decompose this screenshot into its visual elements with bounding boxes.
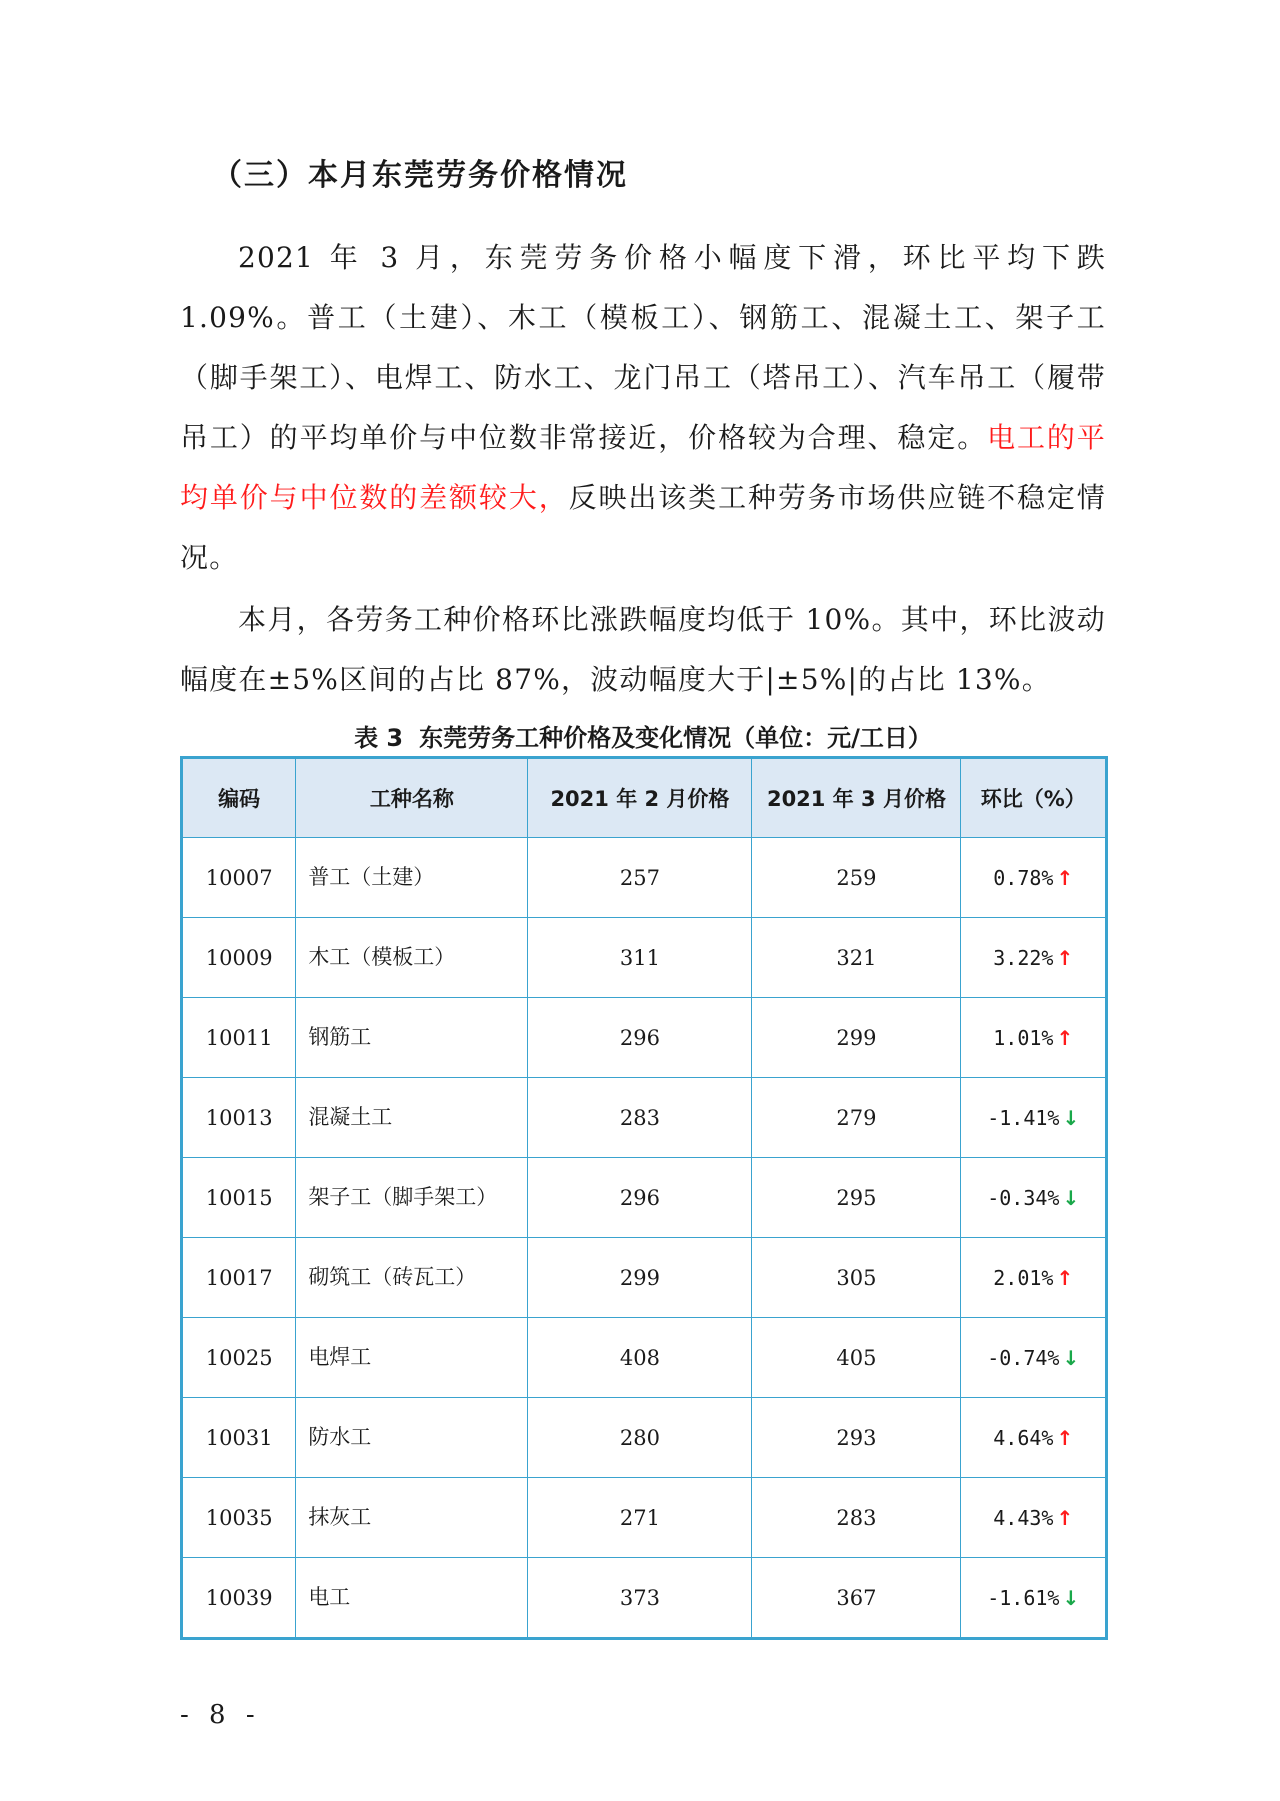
- cell-name: 砌筑工（砖瓦工）: [296, 1238, 528, 1318]
- cell-mar-price: 299: [752, 998, 961, 1078]
- table-row: [182, 1158, 1107, 1238]
- arrow-down-icon: ↓: [1062, 1585, 1080, 1610]
- cell-name: 架子工（脚手架工）: [296, 1158, 528, 1238]
- cell-code: 10031: [182, 1398, 296, 1478]
- cell-change: [961, 1158, 1107, 1238]
- cell-change: [961, 1398, 1107, 1478]
- cell-mar-price: 305: [752, 1238, 961, 1318]
- arrow-up-icon: ↑: [1056, 1425, 1074, 1450]
- cell-feb-price: 408: [528, 1318, 752, 1398]
- cell-mar-price: 295: [752, 1158, 961, 1238]
- change-value: -1.61%: [987, 1585, 1060, 1610]
- cell-mar-price: 293: [752, 1398, 961, 1478]
- arrow-up-icon: ↑: [1056, 945, 1074, 970]
- table-row: [182, 1558, 1107, 1639]
- cell-code: 10025: [182, 1318, 296, 1398]
- cell-code: 10007: [182, 838, 296, 918]
- cell-name: 电工: [296, 1558, 528, 1639]
- arrow-up-icon: ↑: [1056, 865, 1074, 890]
- summary-paragraph: [180, 228, 1106, 588]
- cell-mar-price: 367: [752, 1558, 961, 1639]
- table-row: [182, 1478, 1107, 1558]
- change-value: 4.64%: [993, 1425, 1054, 1450]
- highlighted-text: 电工的平均单价与中位数的差额较大，: [180, 421, 1106, 514]
- price-table: [180, 756, 1108, 1640]
- cell-code: 10013: [182, 1078, 296, 1158]
- change-value: -0.34%: [987, 1185, 1060, 1210]
- table-row: [182, 1398, 1107, 1478]
- summary-text-end: 反映出该类工种劳务市场供应链不稳定情况。: [180, 481, 1106, 574]
- cell-feb-price: 373: [528, 1558, 752, 1639]
- header-name: 工种名称: [296, 758, 528, 838]
- table-caption: [180, 718, 1106, 753]
- cell-name: 抹灰工: [296, 1478, 528, 1558]
- arrow-up-icon: ↑: [1056, 1505, 1074, 1530]
- header-code: 编码: [182, 758, 296, 838]
- arrow-up-icon: ↑: [1056, 1025, 1074, 1050]
- cell-code: 10017: [182, 1238, 296, 1318]
- page-number: - 8 -: [180, 1700, 261, 1730]
- cell-change: [961, 918, 1107, 998]
- cell-code: 10035: [182, 1478, 296, 1558]
- change-value: 1.01%: [993, 1025, 1054, 1050]
- cell-name: 防水工: [296, 1398, 528, 1478]
- table-row: [182, 918, 1107, 998]
- cell-change: [961, 1318, 1107, 1398]
- table-row: [182, 1078, 1107, 1158]
- cell-mar-price: 405: [752, 1318, 961, 1398]
- header-mar-price: 2021 年 3 月价格: [752, 758, 961, 838]
- cell-feb-price: 271: [528, 1478, 752, 1558]
- cell-code: 10009: [182, 918, 296, 998]
- table-row: [182, 838, 1107, 918]
- cell-name: 钢筋工: [296, 998, 528, 1078]
- table-row: [182, 1318, 1107, 1398]
- header-change: 环比（%）: [961, 758, 1107, 838]
- change-value: 3.22%: [993, 945, 1054, 970]
- change-value: -0.74%: [987, 1345, 1060, 1370]
- change-value: 2.01%: [993, 1265, 1054, 1290]
- cell-feb-price: 280: [528, 1398, 752, 1478]
- cell-mar-price: 259: [752, 838, 961, 918]
- table-row: [182, 998, 1107, 1078]
- table-row: [182, 1238, 1107, 1318]
- table-caption-number: 表 3: [354, 724, 404, 752]
- cell-code: 10039: [182, 1558, 296, 1639]
- cell-feb-price: 296: [528, 1158, 752, 1238]
- section-heading: （三）本月东莞劳务价格情况: [212, 158, 628, 193]
- arrow-up-icon: ↑: [1056, 1265, 1074, 1290]
- change-value: 0.78%: [993, 865, 1054, 890]
- change-value: 4.43%: [993, 1505, 1054, 1530]
- cell-mar-price: 321: [752, 918, 961, 998]
- cell-name: 普工（土建）: [296, 838, 528, 918]
- change-value: -1.41%: [987, 1105, 1060, 1130]
- table-caption-title: 东莞劳务工种价格及变化情况（单位：元/工日）: [419, 724, 932, 752]
- cell-change: [961, 1238, 1107, 1318]
- cell-code: 10015: [182, 1158, 296, 1238]
- cell-change: [961, 998, 1107, 1078]
- cell-change: [961, 1558, 1107, 1639]
- header-feb-price: 2021 年 2 月价格: [528, 758, 752, 838]
- table-header-row: [182, 758, 1107, 838]
- cell-feb-price: 299: [528, 1238, 752, 1318]
- cell-code: 10011: [182, 998, 296, 1078]
- table-body: [182, 838, 1107, 1639]
- cell-name: 木工（模板工）: [296, 918, 528, 998]
- arrow-down-icon: ↓: [1062, 1185, 1080, 1210]
- fluctuation-paragraph: 本月，各劳务工种价格环比涨跌幅度均低于 10%。其中，环比波动幅度在±5%区间的占比 87%，波动幅度大于|±5%|的占比 13%。: [180, 603, 1106, 696]
- cell-name: 混凝土工: [296, 1078, 528, 1158]
- summary-text: 2021 年 3 月，东莞劳务价格小幅度下滑，环比平均下跌 1.09%。普工（土建）、木工（模板工）、钢筋工、混凝土工、架子工（脚手架工）、电焊工、防水工、龙门吊工（塔吊工）、汽车吊工（履带吊工）的平均单价与中位数非常接近，价格较为合理、稳定。: [180, 241, 1106, 454]
- cell-feb-price: 311: [528, 918, 752, 998]
- cell-mar-price: 283: [752, 1478, 961, 1558]
- cell-feb-price: 283: [528, 1078, 752, 1158]
- cell-mar-price: 279: [752, 1078, 961, 1158]
- cell-change: [961, 838, 1107, 918]
- cell-name: 电焊工: [296, 1318, 528, 1398]
- arrow-down-icon: ↓: [1062, 1105, 1080, 1130]
- arrow-down-icon: ↓: [1062, 1345, 1080, 1370]
- cell-feb-price: 257: [528, 838, 752, 918]
- cell-change: [961, 1478, 1107, 1558]
- cell-change: [961, 1078, 1107, 1158]
- cell-feb-price: 296: [528, 998, 752, 1078]
